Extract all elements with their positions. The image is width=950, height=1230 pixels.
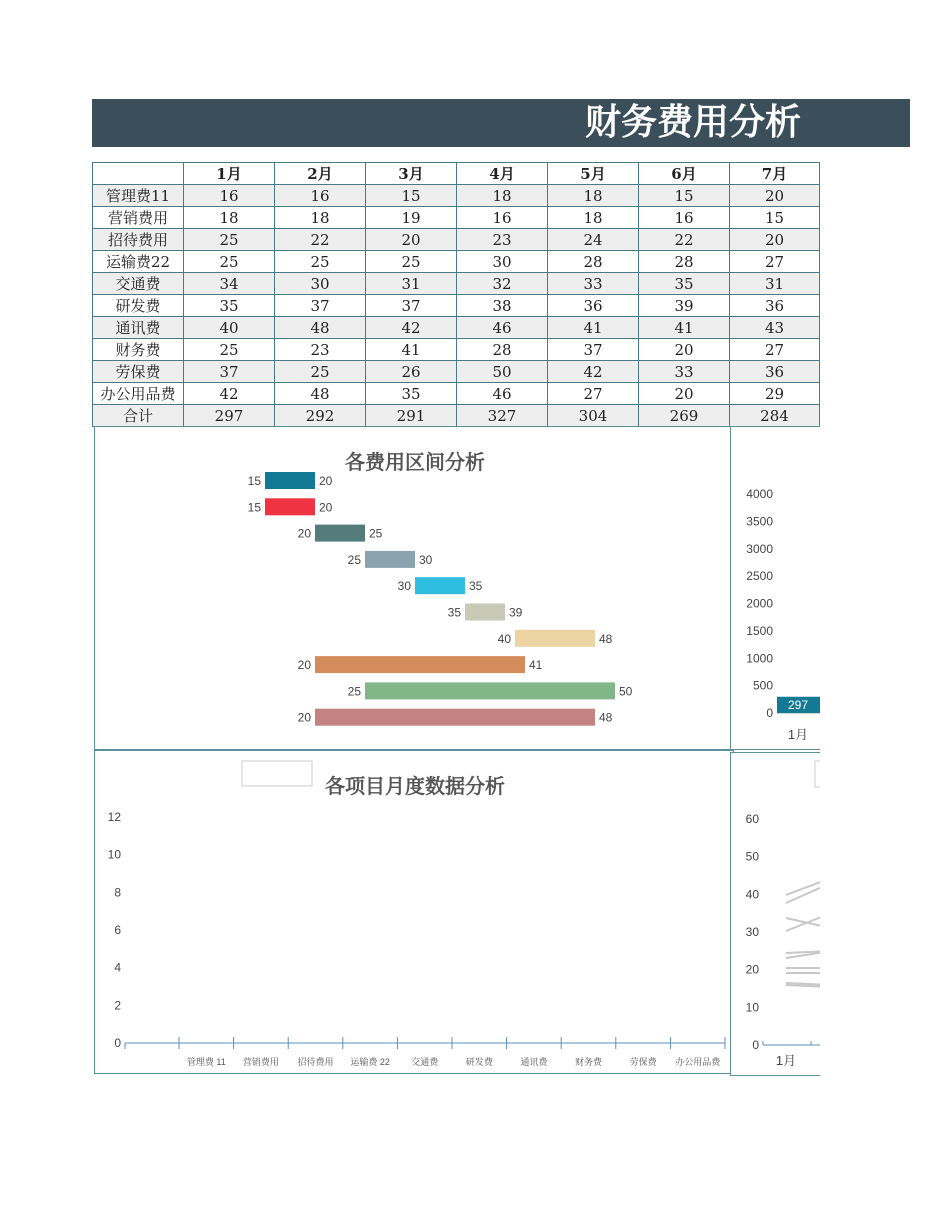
table-cell: 24 bbox=[548, 229, 639, 251]
table-row bbox=[93, 229, 820, 251]
table-cell: 23 bbox=[457, 229, 548, 251]
range-bar bbox=[265, 498, 315, 515]
table-cell: 31 bbox=[730, 273, 820, 295]
table-cell: 42 bbox=[184, 383, 275, 405]
x-tick-label: 营销费用 bbox=[242, 1057, 279, 1067]
range-bar bbox=[515, 630, 595, 647]
table-cell: 40 bbox=[184, 317, 275, 339]
table-cell: 39 bbox=[639, 295, 730, 317]
table-cell: 25 bbox=[184, 339, 275, 361]
y-tick-label: 60 bbox=[745, 812, 759, 826]
expense-table bbox=[92, 162, 820, 427]
table-cell: 27 bbox=[548, 383, 639, 405]
table-cell: 33 bbox=[639, 361, 730, 383]
x-tick-label: 1月 bbox=[775, 1053, 797, 1068]
bar-min-label: 25 bbox=[347, 552, 361, 567]
y-tick-label: 10 bbox=[745, 1000, 759, 1015]
table-cell: 18 bbox=[548, 207, 639, 229]
bar-max-label: 35 bbox=[469, 579, 483, 594]
table-cell: 36 bbox=[730, 295, 820, 317]
y-tick-label: 0 bbox=[766, 706, 773, 720]
x-tick-label: 办公用品费 bbox=[675, 1057, 721, 1067]
x-tick-label: 1月 bbox=[787, 727, 809, 742]
row-label: 通讯费 bbox=[93, 317, 184, 339]
bar-min-label: 40 bbox=[497, 631, 511, 646]
table-cell: 16 bbox=[184, 185, 275, 207]
table-cell: 36 bbox=[730, 361, 820, 383]
table-cell: 20 bbox=[366, 229, 457, 251]
table-cell: 31 bbox=[366, 273, 457, 295]
y-tick-label: 0 bbox=[752, 1038, 759, 1052]
y-tick-label: 0 bbox=[114, 1036, 121, 1050]
table-cell: 25 bbox=[275, 361, 366, 383]
table-cell: 28 bbox=[639, 251, 730, 273]
bar-min-label: 20 bbox=[297, 658, 311, 673]
range-bar-chart bbox=[95, 427, 731, 749]
x-tick-label: 招待费用 bbox=[297, 1057, 334, 1067]
table-cell: 30 bbox=[457, 251, 548, 273]
table-cell: 35 bbox=[639, 273, 730, 295]
bar-max-label: 48 bbox=[599, 710, 613, 725]
y-tick-label: 50 bbox=[745, 849, 759, 864]
table-cell: 25 bbox=[184, 251, 275, 273]
total-bar-chart bbox=[731, 427, 831, 749]
x-tick-label: 交通费 bbox=[411, 1057, 439, 1067]
table-cell: 46 bbox=[457, 317, 548, 339]
table-row bbox=[93, 405, 820, 427]
chart-title: 各项目月度数据分析 bbox=[325, 774, 505, 798]
range-bar bbox=[315, 656, 525, 673]
row-label: 劳保费 bbox=[93, 361, 184, 383]
table-cell: 48 bbox=[275, 383, 366, 405]
row-label: 营销费用 bbox=[93, 207, 184, 229]
row-label: 合计 bbox=[93, 405, 184, 427]
table-row bbox=[93, 185, 820, 207]
table-cell: 291 bbox=[366, 405, 457, 427]
line-chart-panel bbox=[730, 752, 831, 1076]
table-cell: 26 bbox=[366, 361, 457, 383]
table-row bbox=[93, 339, 820, 361]
bar-max-label: 25 bbox=[369, 526, 383, 541]
bar-min-label: 20 bbox=[297, 710, 311, 725]
table-cell: 269 bbox=[639, 405, 730, 427]
y-tick-label: 1000 bbox=[746, 651, 773, 666]
table-row bbox=[93, 383, 820, 405]
table-cell: 16 bbox=[275, 185, 366, 207]
y-tick-label: 2 bbox=[114, 998, 121, 1013]
table-cell: 42 bbox=[366, 317, 457, 339]
table-cell: 27 bbox=[730, 251, 820, 273]
y-tick-label: 3000 bbox=[746, 541, 773, 556]
x-tick-label: 财务费 bbox=[574, 1057, 603, 1067]
table-cell: 27 bbox=[730, 339, 820, 361]
line-chart bbox=[731, 753, 831, 1075]
bar-max-label: 50 bbox=[619, 684, 633, 699]
table-cell: 16 bbox=[639, 207, 730, 229]
table-row bbox=[93, 295, 820, 317]
y-tick-label: 3500 bbox=[746, 514, 773, 529]
table-cell: 20 bbox=[639, 339, 730, 361]
range-bar bbox=[365, 551, 415, 568]
table-cell: 22 bbox=[639, 229, 730, 251]
range-bar bbox=[465, 604, 505, 621]
column-header: 3月 bbox=[366, 163, 457, 185]
range-bar bbox=[315, 709, 595, 726]
table-cell: 25 bbox=[184, 229, 275, 251]
row-label: 招待费用 bbox=[93, 229, 184, 251]
bar-min-label: 25 bbox=[347, 684, 361, 699]
table-cell: 15 bbox=[366, 185, 457, 207]
x-tick-label: 管理费 11 bbox=[186, 1057, 226, 1067]
row-label: 财务费 bbox=[93, 339, 184, 361]
row-label: 管理费11 bbox=[93, 185, 184, 207]
range-bar bbox=[415, 577, 465, 594]
row-label: 运输费22 bbox=[93, 251, 184, 273]
column-header: 1月 bbox=[184, 163, 275, 185]
y-tick-label: 30 bbox=[745, 925, 759, 939]
table-cell: 20 bbox=[639, 383, 730, 405]
bar-max-label: 48 bbox=[599, 631, 613, 646]
table-row bbox=[93, 251, 820, 273]
bar-max-label: 30 bbox=[419, 552, 433, 567]
table-row bbox=[93, 317, 820, 339]
bar-max-label: 39 bbox=[509, 605, 523, 620]
table-cell: 43 bbox=[730, 317, 820, 339]
column-header: 5月 bbox=[548, 163, 639, 185]
table-row bbox=[93, 273, 820, 295]
y-tick-label: 2500 bbox=[746, 569, 773, 584]
column-header bbox=[93, 163, 184, 185]
table-cell: 297 bbox=[184, 405, 275, 427]
table-cell: 35 bbox=[184, 295, 275, 317]
table-cell: 25 bbox=[366, 251, 457, 273]
table-cell: 35 bbox=[366, 383, 457, 405]
table-cell: 292 bbox=[275, 405, 366, 427]
row-label: 研发费 bbox=[93, 295, 184, 317]
table-cell: 30 bbox=[275, 273, 366, 295]
table-cell: 18 bbox=[184, 207, 275, 229]
bar-min-label: 20 bbox=[297, 526, 311, 541]
table-cell: 29 bbox=[730, 383, 820, 405]
table-cell: 28 bbox=[548, 251, 639, 273]
table-cell: 41 bbox=[548, 317, 639, 339]
table-cell: 34 bbox=[184, 273, 275, 295]
table-row bbox=[93, 207, 820, 229]
y-tick-label: 2000 bbox=[746, 596, 773, 611]
x-tick-label: 研发费 bbox=[465, 1057, 493, 1067]
y-tick-label: 40 bbox=[745, 887, 759, 902]
y-tick-label: 1500 bbox=[746, 623, 773, 638]
x-tick-label: 通讯费 bbox=[520, 1057, 548, 1067]
x-tick-label: 劳保费 bbox=[629, 1057, 657, 1067]
bar-value-label: 297 bbox=[787, 698, 809, 712]
range-bar bbox=[315, 525, 365, 542]
range-bar bbox=[265, 472, 315, 489]
table-header-row bbox=[93, 163, 820, 185]
y-tick-label: 6 bbox=[114, 923, 121, 937]
page-title: 财务费用分析 bbox=[585, 102, 802, 143]
table-cell: 22 bbox=[275, 229, 366, 251]
y-tick-label: 4000 bbox=[746, 487, 773, 501]
total-chart-panel bbox=[730, 426, 831, 750]
table-cell: 37 bbox=[366, 295, 457, 317]
table-cell: 15 bbox=[639, 185, 730, 207]
table-cell: 37 bbox=[275, 295, 366, 317]
range-bar bbox=[365, 682, 615, 699]
table-cell: 18 bbox=[548, 185, 639, 207]
table-cell: 33 bbox=[548, 273, 639, 295]
table-cell: 16 bbox=[457, 207, 548, 229]
table-cell: 20 bbox=[730, 185, 820, 207]
table-cell: 48 bbox=[275, 317, 366, 339]
x-tick-label: 运输费 22 bbox=[350, 1057, 390, 1067]
y-tick-label: 500 bbox=[752, 678, 773, 693]
table-cell: 32 bbox=[457, 273, 548, 295]
row-label: 办公用品费 bbox=[93, 383, 184, 405]
chart-title: 各费用区间分析 bbox=[345, 450, 485, 474]
table-cell: 18 bbox=[457, 185, 548, 207]
right-clip-mask bbox=[820, 160, 950, 1090]
column-header: 6月 bbox=[639, 163, 730, 185]
table-row bbox=[93, 361, 820, 383]
y-tick-label: 12 bbox=[107, 810, 121, 824]
column-header: 7月 bbox=[730, 163, 820, 185]
bar-min-label: 15 bbox=[247, 474, 261, 488]
table-cell: 25 bbox=[275, 251, 366, 273]
bar-max-label: 20 bbox=[319, 500, 333, 515]
y-tick-label: 20 bbox=[745, 962, 759, 977]
table-cell: 41 bbox=[639, 317, 730, 339]
bar-max-label: 41 bbox=[529, 658, 543, 673]
table-cell: 284 bbox=[730, 405, 820, 427]
table-cell: 36 bbox=[548, 295, 639, 317]
monthly-item-chart bbox=[95, 751, 733, 1073]
table-cell: 15 bbox=[730, 207, 820, 229]
table-cell: 37 bbox=[548, 339, 639, 361]
y-tick-label: 4 bbox=[114, 960, 121, 975]
table-cell: 38 bbox=[457, 295, 548, 317]
column-header: 4月 bbox=[457, 163, 548, 185]
y-tick-label: 8 bbox=[114, 885, 121, 900]
table-cell: 41 bbox=[366, 339, 457, 361]
table-cell: 28 bbox=[457, 339, 548, 361]
monthly-chart-panel bbox=[94, 750, 734, 1074]
bar-max-label: 20 bbox=[319, 474, 333, 488]
table-cell: 327 bbox=[457, 405, 548, 427]
bar-min-label: 35 bbox=[447, 605, 461, 620]
y-tick-label: 10 bbox=[107, 847, 121, 862]
bar-min-label: 15 bbox=[247, 500, 261, 515]
row-label: 交通费 bbox=[93, 273, 184, 295]
table-cell: 20 bbox=[730, 229, 820, 251]
table-cell: 50 bbox=[457, 361, 548, 383]
table-cell: 304 bbox=[548, 405, 639, 427]
table-cell: 19 bbox=[366, 207, 457, 229]
column-header: 2月 bbox=[275, 163, 366, 185]
table-cell: 42 bbox=[548, 361, 639, 383]
table-cell: 18 bbox=[275, 207, 366, 229]
bar-min-label: 30 bbox=[397, 579, 411, 594]
range-chart-panel bbox=[94, 426, 732, 750]
table-cell: 37 bbox=[184, 361, 275, 383]
table-cell: 23 bbox=[275, 339, 366, 361]
table-cell: 46 bbox=[457, 383, 548, 405]
selector-box bbox=[242, 761, 312, 786]
